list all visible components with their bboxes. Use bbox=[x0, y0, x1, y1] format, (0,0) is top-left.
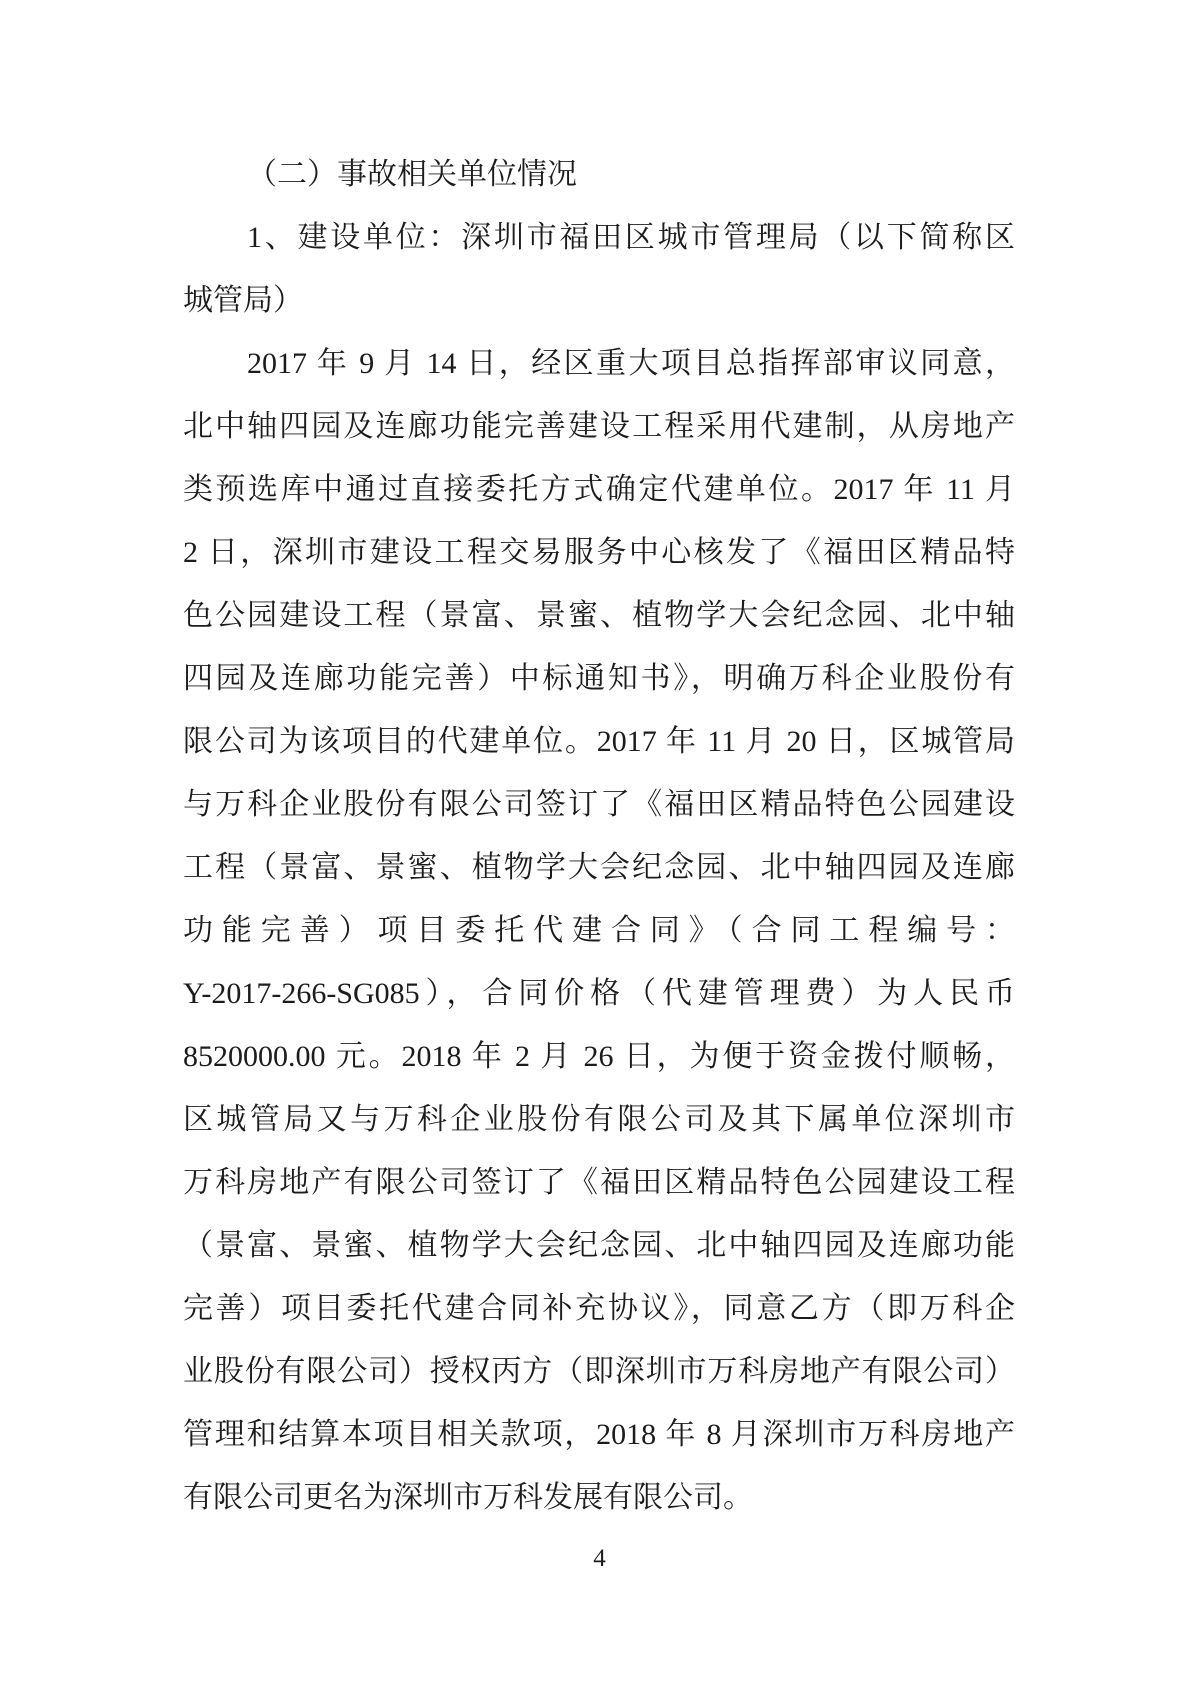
text-line: 8520000.00 元。2018 年 2 月 26 日，为便于资金拨付顺畅， bbox=[183, 1040, 1015, 1073]
text-line: 有限公司更名为深圳市万科发展有限公司。 bbox=[183, 1481, 753, 1514]
text-line: 色公园建设工程（景富、景蜜、植物学大会纪念园、北中轴 bbox=[183, 599, 1015, 632]
text-line: 功能完善）项目委托代建合同》（合同工程编号： bbox=[183, 914, 1015, 947]
paragraph bbox=[183, 206, 1015, 332]
text-line: 限公司为该项目的代建单位。2017 年 11 月 20 日，区城管局 bbox=[183, 725, 1015, 758]
section-heading: （二）事故相关单位情况 bbox=[247, 158, 577, 191]
text-line: 工程（景富、景蜜、植物学大会纪念园、北中轴四园及连廊 bbox=[183, 851, 1015, 884]
paragraph bbox=[183, 332, 1015, 1529]
text-line: 类预选库中通过直接委托方式确定代建单位。2017 年 11 月 bbox=[183, 473, 1015, 506]
text-line: 四园及连廊功能完善）中标通知书》，明确万科企业股份有 bbox=[183, 662, 1015, 695]
page-number: 4 bbox=[593, 1545, 606, 1572]
text-line: Y-2017-266-SG085），合同价格（代建管理费）为人民币 bbox=[183, 977, 1015, 1010]
text-line: 与万科企业股份有限公司签订了《福田区精品特色公园建设 bbox=[183, 788, 1015, 821]
text-line: 2017 年 9 月 14 日，经区重大项目总指挥部审议同意， bbox=[247, 347, 1015, 380]
text-line: 1、建设单位：深圳市福田区城市管理局（以下简称区 bbox=[247, 221, 1015, 254]
page-footer bbox=[0, 1543, 1199, 1575]
text-line: 2 日，深圳市建设工程交易服务中心核发了《福田区精品特 bbox=[183, 536, 1015, 569]
document-body bbox=[183, 143, 1015, 1529]
text-line: 管理和结算本项目相关款项，2018 年 8 月深圳市万科房地产 bbox=[183, 1418, 1015, 1451]
text-line: （景富、景蜜、植物学大会纪念园、北中轴四园及连廊功能 bbox=[183, 1229, 1015, 1262]
text-line: 北中轴四园及连廊功能完善建设工程采用代建制，从房地产 bbox=[183, 410, 1015, 443]
text-line: 万科房地产有限公司签订了《福田区精品特色公园建设工程 bbox=[183, 1166, 1015, 1199]
text-line: 业股份有限公司）授权丙方（即深圳市万科房地产有限公司） bbox=[183, 1355, 1015, 1388]
section-heading-paragraph bbox=[183, 143, 1015, 206]
text-line: 城管局） bbox=[183, 284, 303, 317]
text-line: 区城管局又与万科企业股份有限公司及其下属单位深圳市 bbox=[183, 1103, 1015, 1136]
text-line: 完善）项目委托代建合同补充协议》，同意乙方（即万科企 bbox=[183, 1292, 1015, 1325]
